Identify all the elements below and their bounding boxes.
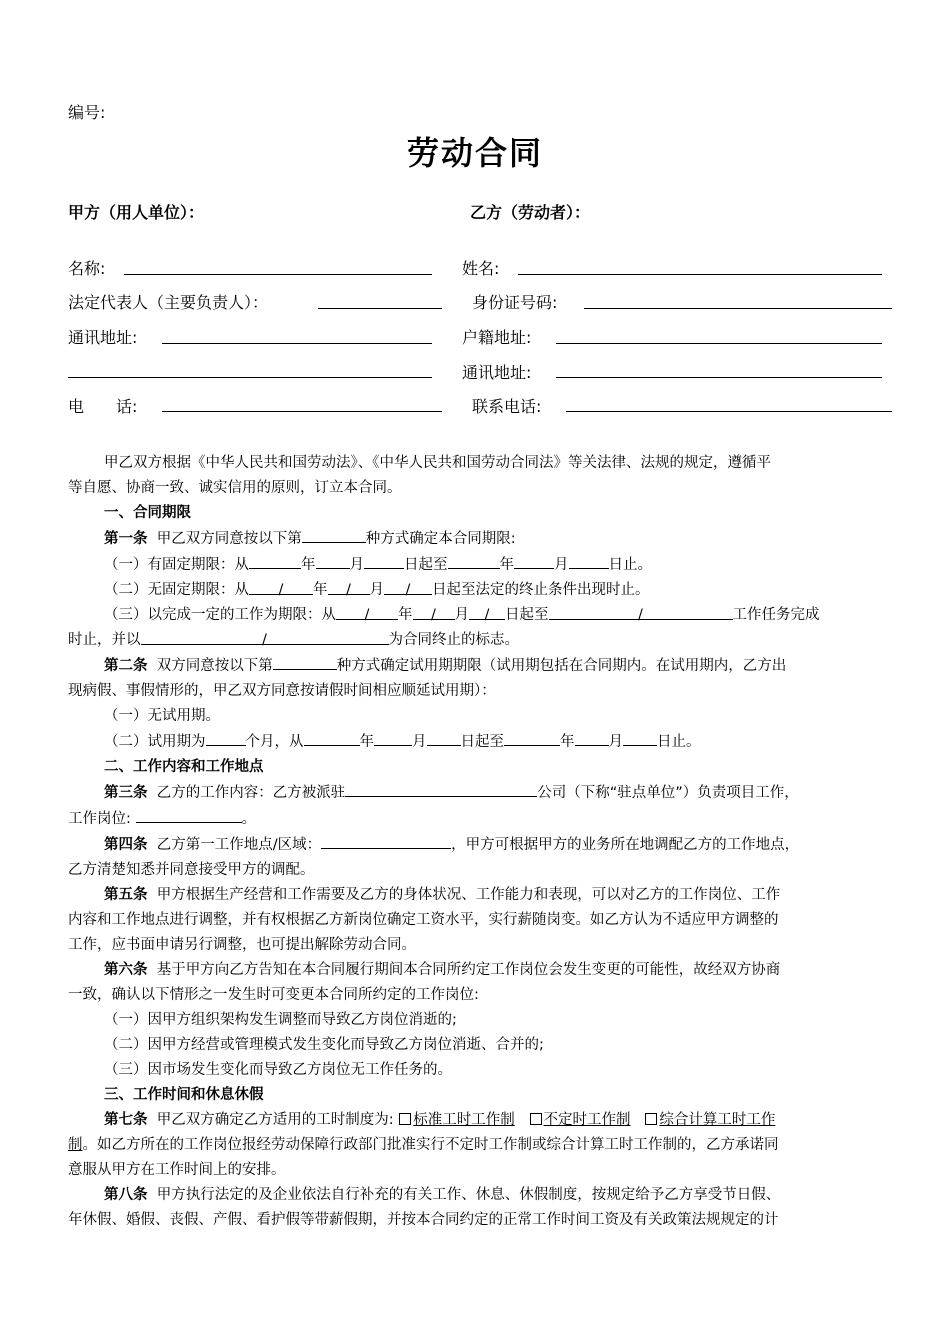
term-option-task: （三）以完成一定的工作为期限：从 / 年 / 月 / 日起至 / 工作任务完成	[68, 603, 892, 628]
probation-end-year-field[interactable]	[504, 729, 560, 746]
party-b-hukou-field[interactable]	[556, 343, 882, 344]
party-b-name-field[interactable]	[518, 274, 882, 275]
party-b-phone-label: 联系电话:	[472, 397, 542, 416]
hours-option-flexible[interactable]: 不定时工作制	[529, 1112, 631, 1128]
article-title: 第四条	[104, 837, 148, 853]
task-start-month-field[interactable]: /	[413, 603, 455, 620]
article-4: 第四条 乙方第一工作地点/区域： ，甲方可根据甲方的业务所在地调配乙方的工作地点，	[68, 832, 892, 858]
fixed-start-year-field[interactable]	[249, 552, 301, 569]
article-title: 第二条	[104, 658, 148, 674]
term-option-open: （二）无固定期限：从 / 年 / 月 / 日起至法定的终止条件出现时止。	[68, 578, 892, 603]
party-a-legal-rep-label: 法定代表人（主要负责人）：	[68, 293, 269, 312]
checkbox-icon[interactable]	[530, 1113, 542, 1125]
contract-body	[68, 451, 892, 1233]
article-1: 第一条 甲乙双方同意按以下第 种方式确定本合同期限:	[68, 526, 892, 552]
probation-start-day-field[interactable]	[427, 729, 461, 746]
article-6-item: （一）因甲方组织架构发生调整而导致乙方岗位消逝的;	[104, 1012, 457, 1028]
term-option-task-cont: 时止，并以 / 为合同终止的标志。	[68, 628, 892, 653]
article-7-cont: 意服从甲方在工作时间上的安排。	[68, 1162, 286, 1178]
probation-option-none: （一）无试用期。	[104, 708, 220, 724]
fixed-end-month-field[interactable]	[514, 552, 554, 569]
contract-number-label: 编号:	[68, 103, 106, 122]
party-a-phone-field[interactable]	[162, 411, 442, 412]
article-5-cont: 工作，应书面申请另行调整，也可提出解除劳动合同。	[68, 937, 416, 953]
article-6-item: （三）因市场发生变化而导致乙方岗位无工作任务的。	[104, 1062, 452, 1078]
probation-start-year-field[interactable]	[304, 729, 360, 746]
article-4-cont: 乙方清楚知悉并同意接受甲方的调配。	[68, 862, 315, 878]
article-7-cont: 制。如乙方所在的工作岗位报经劳动保障行政部门批准实行不定时工作制或综合计算工时工作制的，乙方承诺同	[68, 1137, 779, 1153]
checkbox-icon[interactable]	[645, 1113, 657, 1125]
article-2-cont: 现病假、事假情形的，甲乙双方同意按请假时间相应顺延试用期）：	[68, 683, 496, 699]
probation-option-period: （二）试用期为 个月，从 年 月 日起至 年 月 日止。	[68, 729, 892, 755]
task-end-field[interactable]: /	[549, 603, 733, 620]
work-location-field[interactable]	[321, 832, 451, 849]
task-termination-mark-field[interactable]: /	[141, 628, 389, 645]
open-start-day-field[interactable]: /	[384, 578, 432, 595]
task-start-day-field[interactable]: /	[469, 603, 505, 620]
party-a-heading: 甲方（用人单位）：	[68, 203, 205, 222]
article-3-cont: 工作岗位: 。	[68, 806, 892, 832]
party-a-phone-label: 电 话:	[68, 397, 138, 416]
article-8-cont: 年休假、婚假、丧假、产假、看护假等带薪假期，并按本合同约定的正常工作时间工资及有关政策法规规定的计	[68, 1212, 779, 1228]
party-b-id-field[interactable]	[584, 308, 892, 309]
probation-start-month-field[interactable]	[374, 729, 412, 746]
party-b-phone-field[interactable]	[566, 411, 892, 412]
article-title: 第三条	[104, 785, 148, 801]
term-option-fixed: （一）有固定期限：从 年 月 日起至 年 月 日止。	[68, 552, 892, 578]
party-a-legal-rep-field[interactable]	[318, 308, 442, 309]
party-b-address-field[interactable]	[556, 377, 882, 378]
intro-line: 甲乙双方根据《中华人民共和国劳动法》、《中华人民共和国劳动合同法》等关法律、法规的规定，遵循平	[104, 455, 771, 471]
term-method-field[interactable]	[302, 526, 366, 543]
party-b-name-label: 姓名:	[462, 259, 500, 278]
party-a-name-field[interactable]	[124, 274, 432, 275]
article-5-cont: 内容和工作地点进行调整，并有权根据乙方新岗位确定工资水平，实行薪随岗变。如乙方认为不适应甲方调整的	[68, 912, 779, 928]
hours-option-comprehensive[interactable]: 综合计算工时工作	[644, 1112, 775, 1128]
article-3: 第三条 乙方的工作内容：乙方被派驻 公司（下称“驻点单位”）负责项目工作，	[68, 780, 892, 806]
task-start-year-field[interactable]: /	[336, 603, 398, 620]
fixed-start-day-field[interactable]	[364, 552, 404, 569]
party-a-address-field[interactable]	[162, 343, 432, 344]
fixed-start-month-field[interactable]	[316, 552, 350, 569]
party-b-address-label: 通讯地址:	[462, 363, 532, 382]
open-start-year-field[interactable]: /	[249, 578, 313, 595]
section-heading: 二、工作内容和工作地点	[104, 759, 264, 775]
probation-end-day-field[interactable]	[623, 729, 657, 746]
checkbox-icon[interactable]	[399, 1113, 411, 1125]
party-b-id-label: 身份证号码:	[472, 293, 558, 312]
article-title: 第六条	[104, 962, 148, 978]
article-6-item: （二）因甲方经营或管理模式发生变化而导致乙方岗位消逝、合并的;	[104, 1037, 544, 1053]
probation-months-field[interactable]	[206, 729, 246, 746]
article-title: 第七条	[104, 1112, 148, 1128]
article-title: 第八条	[104, 1187, 148, 1203]
article-title: 第五条	[104, 887, 148, 903]
section-heading: 三、工作时间和休息休假	[104, 1087, 264, 1103]
party-a-address-field-2[interactable]	[68, 377, 432, 378]
probation-end-month-field[interactable]	[575, 729, 609, 746]
party-a-name-label: 名称:	[68, 259, 106, 278]
probation-method-field[interactable]	[273, 653, 337, 670]
fixed-end-year-field[interactable]	[448, 552, 500, 569]
fixed-end-day-field[interactable]	[569, 552, 609, 569]
job-position-field[interactable]	[136, 806, 242, 823]
party-b-hukou-label: 户籍地址:	[462, 328, 532, 347]
article-7: 第七条 甲乙双方确定乙方适用的工时制度为: 标准工时工作制 不定时工作制 综合计算工时工作	[104, 1112, 776, 1128]
document-title: 劳动合同	[406, 134, 543, 172]
party-b-heading: 乙方（劳动者）：	[470, 203, 591, 222]
article-5: 第五条 甲方根据生产经营和工作需要及乙方的身体状况、工作能力和表现，可以对乙方的工作岗位、工作	[104, 887, 781, 903]
party-a-address-label: 通讯地址:	[68, 328, 138, 347]
assigned-company-field[interactable]	[345, 780, 537, 797]
article-2: 第二条 双方同意按以下第 种方式确定试用期期限（试用期包括在合同期内。在试用期内，乙方出	[68, 653, 892, 679]
article-6: 第六条 基于甲方向乙方告知在本合同履行期间本合同所约定工作岗位会发生变更的可能性，故经双方协商	[104, 962, 781, 978]
intro-line: 等自愿、协商一致、诚实信用的原则，订立本合同。	[68, 480, 402, 496]
article-6-cont: 一致，确认以下情形之一发生时可变更本合同所约定的工作岗位:	[68, 987, 479, 1003]
open-start-month-field[interactable]: /	[328, 578, 370, 595]
article-title: 第一条	[104, 531, 148, 547]
article-8: 第八条 甲方执行法定的及企业依法自行补充的有关工作、休息、休假制度，按规定给予乙方享受节日假、	[104, 1187, 781, 1203]
hours-option-standard[interactable]: 标准工时工作制	[398, 1112, 515, 1128]
section-heading: 一、合同期限	[104, 505, 191, 521]
